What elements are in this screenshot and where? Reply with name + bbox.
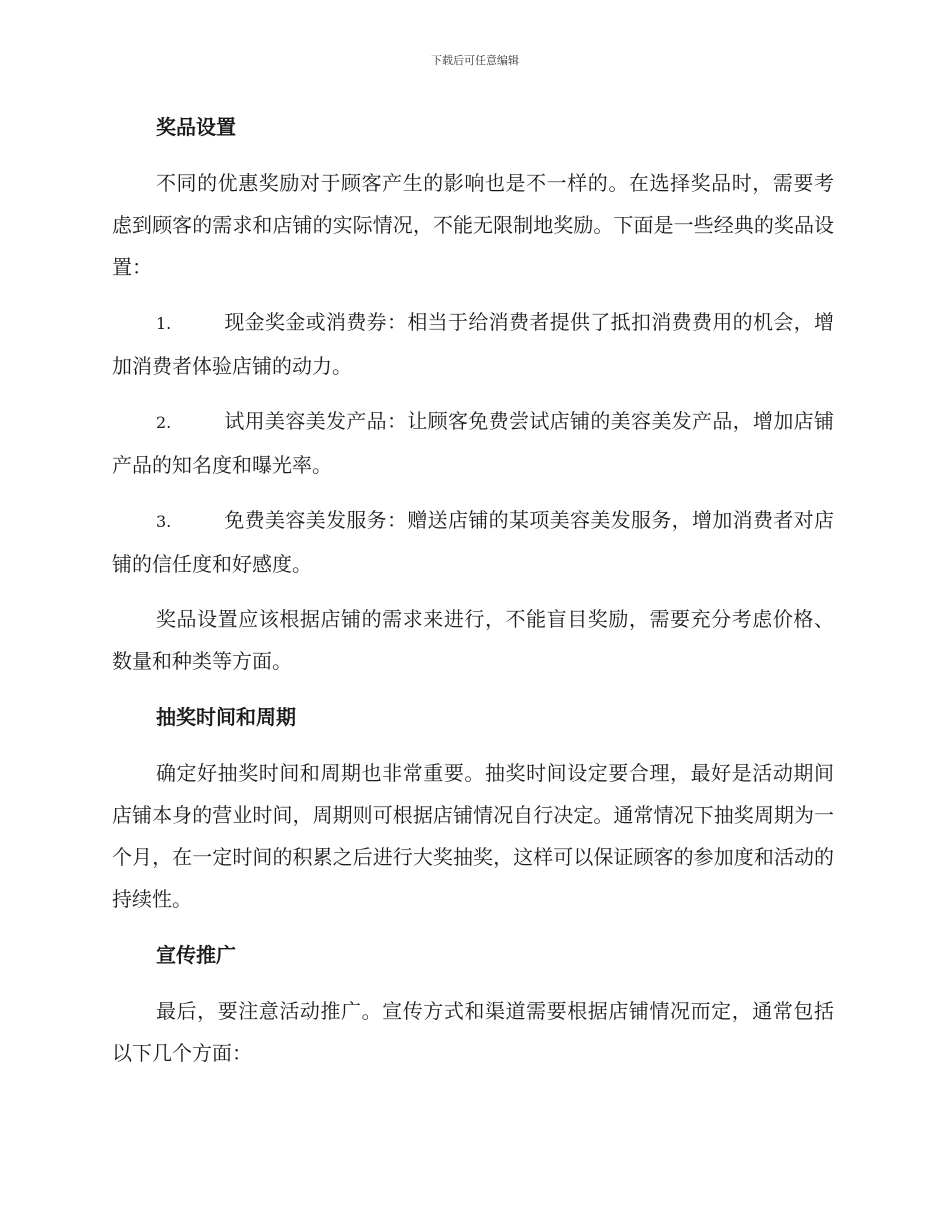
- list-item: [112, 301, 834, 387]
- page-header-note: 下载后可任意编辑: [431, 54, 519, 67]
- list-item-text: 免费美容美发服务：赠送店铺的某项美容美发服务，增加消费者对店铺的信任度和好感度。: [112, 508, 834, 576]
- section-heading-promotion: 宣传推广: [156, 943, 236, 967]
- paragraph-timing: 确定好抽奖时间和周期也非常重要。抽奖时间设定要合理，最好是活动期间店铺本身的营业时间，周期则可根据店铺情况自行决定。通常情况下抽奖周期为一个月，在一定时间的积累之后进行大奖抽奖，这样可以保证顾客的参加度和活动的持续性。: [112, 761, 834, 911]
- list-number: 3.: [156, 512, 172, 531]
- section-heading-timing: 抽奖时间和周期: [156, 705, 296, 729]
- list-item-text: 试用美容美发产品：让顾客免费尝试店铺的美容美发产品，增加店铺产品的知名度和曝光率。: [112, 409, 834, 477]
- list-item: [112, 499, 834, 585]
- paragraph-promotion: 最后，要注意活动推广。宣传方式和渠道需要根据店铺情况而定，通常包括以下几个方面：: [112, 999, 834, 1065]
- paragraph-prize-intro: 不同的优惠奖励对于顾客产生的影响也是不一样的。在选择奖品时，需要考虑到顾客的需求和店铺的实际情况，不能无限制地奖励。下面是一些经典的奖品设置：: [112, 171, 834, 279]
- list-number: 1.: [156, 314, 172, 333]
- list-item-text: 现金奖金或消费券：相当于给消费者提供了抵扣消费费用的机会，增加消费者体验店铺的动力。: [112, 310, 834, 378]
- paragraph-prize-summary: 奖品设置应该根据店铺的需求来进行，不能盲目奖励，需要充分考虑价格、数量和种类等方面。: [112, 607, 834, 673]
- section-heading-prize: 奖品设置: [156, 115, 236, 139]
- list-item: [112, 400, 834, 486]
- list-number: 2.: [156, 413, 172, 432]
- document-body: [112, 105, 834, 1074]
